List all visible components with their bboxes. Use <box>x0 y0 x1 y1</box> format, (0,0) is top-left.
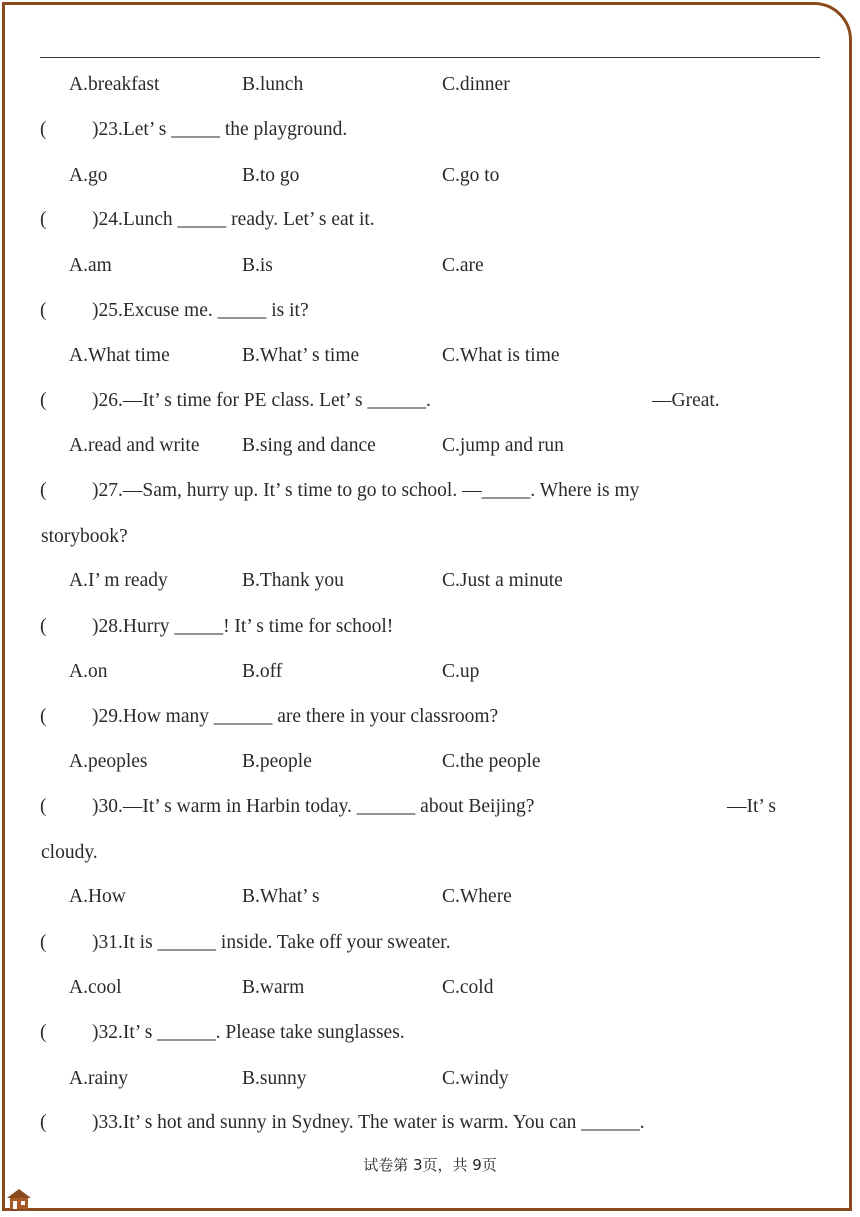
option-b: B.is <box>242 255 273 276</box>
option-b: B.What’ s <box>242 886 320 907</box>
answer-paren[interactable]: ( <box>40 300 47 321</box>
option-b: B.Thank you <box>242 570 344 591</box>
option-a: A.rainy <box>69 1068 129 1089</box>
answer-paren[interactable]: ( <box>40 119 47 140</box>
option-c: C.windy <box>442 1068 509 1089</box>
answer-paren[interactable]: ( <box>40 480 47 501</box>
question-text: )32.It’ s ______. Please take sunglasses. <box>92 1022 405 1043</box>
house-logo-icon <box>5 1187 33 1211</box>
question-text: )23.Let’ s _____ the playground. <box>92 119 348 140</box>
option-c: C.jump and run <box>442 435 564 456</box>
question-text: )24.Lunch _____ ready. Let’ s eat it. <box>92 209 375 230</box>
answer-paren[interactable]: ( <box>40 1022 47 1043</box>
option-a: A.breakfast <box>69 74 160 95</box>
option-b: B.sunny <box>242 1068 307 1089</box>
option-b: B.to go <box>242 165 300 186</box>
answer-paren[interactable]: ( <box>40 390 47 411</box>
question-continuation: cloudy. <box>41 842 98 863</box>
question-continuation: storybook? <box>41 526 128 547</box>
option-c: C.go to <box>442 165 500 186</box>
option-a: A.go <box>69 165 108 186</box>
question-text: )33.It’ s hot and sunny in Sydney. The water is warm. You can ______. <box>92 1112 645 1133</box>
question-text: )30.—It’ s warm in Harbin today. ______ about Beijing? <box>92 796 535 817</box>
option-a: A.I’ m ready <box>69 570 168 591</box>
option-b: B.What’ s time <box>242 345 360 366</box>
option-a: A.read and write <box>69 435 200 456</box>
option-c: C.the people <box>442 751 541 772</box>
page-footer: 试卷第 3页，共 9页 <box>363 1156 497 1174</box>
option-c: C.What is time <box>442 345 560 366</box>
question-text: )25.Excuse me. _____ is it? <box>92 300 309 321</box>
answer-paren[interactable]: ( <box>40 616 47 637</box>
answer-paren[interactable]: ( <box>40 209 47 230</box>
answer-paren[interactable]: ( <box>40 796 47 817</box>
option-c: C.dinner <box>442 74 510 95</box>
answer-paren[interactable]: ( <box>40 932 47 953</box>
question-text: )27.—Sam, hurry up. It’ s time to go to school. —_____. Where is my <box>92 480 640 501</box>
option-c: C.Where <box>442 886 512 907</box>
question-text: )31.It is ______ inside. Take off your sweater. <box>92 932 451 953</box>
option-b: B.lunch <box>242 74 304 95</box>
option-c: C.up <box>442 661 480 682</box>
option-c: C.are <box>442 255 484 276</box>
option-a: A.How <box>69 886 126 907</box>
option-a: A.cool <box>69 977 122 998</box>
option-a: A.am <box>69 255 112 276</box>
header-rule <box>40 57 820 58</box>
option-c: C.Just a minute <box>442 570 563 591</box>
question-reply: —It’ s <box>727 796 776 817</box>
answer-paren[interactable]: ( <box>40 706 47 727</box>
option-b: B.off <box>242 661 283 682</box>
question-text: )26.—It’ s time for PE class. Let’ s ______. <box>92 390 431 411</box>
option-a: A.on <box>69 661 108 682</box>
question-text: )28.Hurry _____! It’ s time for school! <box>92 616 394 637</box>
question-text: )29.How many ______ are there in your classroom? <box>92 706 499 727</box>
option-b: B.warm <box>242 977 305 998</box>
answer-paren[interactable]: ( <box>40 1112 47 1133</box>
option-b: B.sing and dance <box>242 435 376 456</box>
question-reply: —Great. <box>652 390 720 411</box>
option-c: C.cold <box>442 977 494 998</box>
option-b: B.people <box>242 751 312 772</box>
option-a: A.What time <box>69 345 170 366</box>
option-a: A.peoples <box>69 751 148 772</box>
